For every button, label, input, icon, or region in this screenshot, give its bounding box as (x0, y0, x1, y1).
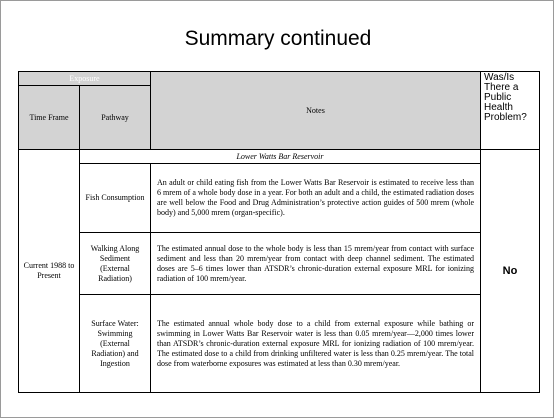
notes-cell: The estimated annual dose to the whole body is less than 15 mrem/year from contact with surface sediment and less than 20 mrem/year from contact with deep channel sediment. The estimated doses are 5–6 times lower than ATSDR’s chronic-duration external exposure MRL for ionizing radiation of 100 mrem/year. (151, 233, 481, 295)
summary-table (18, 71, 540, 393)
pathway-header: Pathway (80, 86, 151, 150)
notes-cell: The estimated annual whole body dose to a child from external exposure while bathing or swimming in Lower Watts Bar Reservoir water is less than 0.05 mrem/year—2,000 times lower than ATSDR’s chronic-duration external exposure MRL for ionizing radiation of 100 mrem/year. The estimated dose to a child from drinking unfiltered water is less than 0.25 mrem/year. The total dose from waterborne exposures was estimated at less than 0.30 mrem/year. (151, 295, 481, 393)
notes-cell: An adult or child eating fish from the Lower Watts Bar Reservoir is estimated to receive less than 6 mrem of a whole body dose in a year. For both an adult and a child, the estimated radiation doses are well below the Food and Drug Administration’s protective action guides of 500 mrem (whole body) and 5,000 mrem (organ-specific). (151, 164, 481, 233)
exposure-header: Exposure (19, 72, 151, 86)
table-row (19, 164, 540, 233)
pathway-cell: Surface Water: Swimming (External Radiation) and Ingestion (80, 295, 151, 393)
section-row (19, 150, 540, 164)
notes-header: Notes (151, 72, 481, 150)
pathway-cell: Walking Along Sediment (External Radiation) (80, 233, 151, 295)
table-row (19, 295, 540, 393)
table-row (19, 233, 540, 295)
public-health-question-header: Was/Is There a Public Health Problem? (481, 72, 540, 150)
time-frame-cell: Current 1988 to Present (19, 150, 80, 393)
time-frame-header: Time Frame (19, 86, 80, 150)
header-row-exposure (19, 72, 540, 86)
pathway-cell: Fish Consumption (80, 164, 151, 233)
section-label: Lower Watts Bar Reservoir (80, 150, 481, 164)
slide-title: Summary continued (184, 27, 372, 50)
public-health-answer: No (481, 150, 540, 393)
